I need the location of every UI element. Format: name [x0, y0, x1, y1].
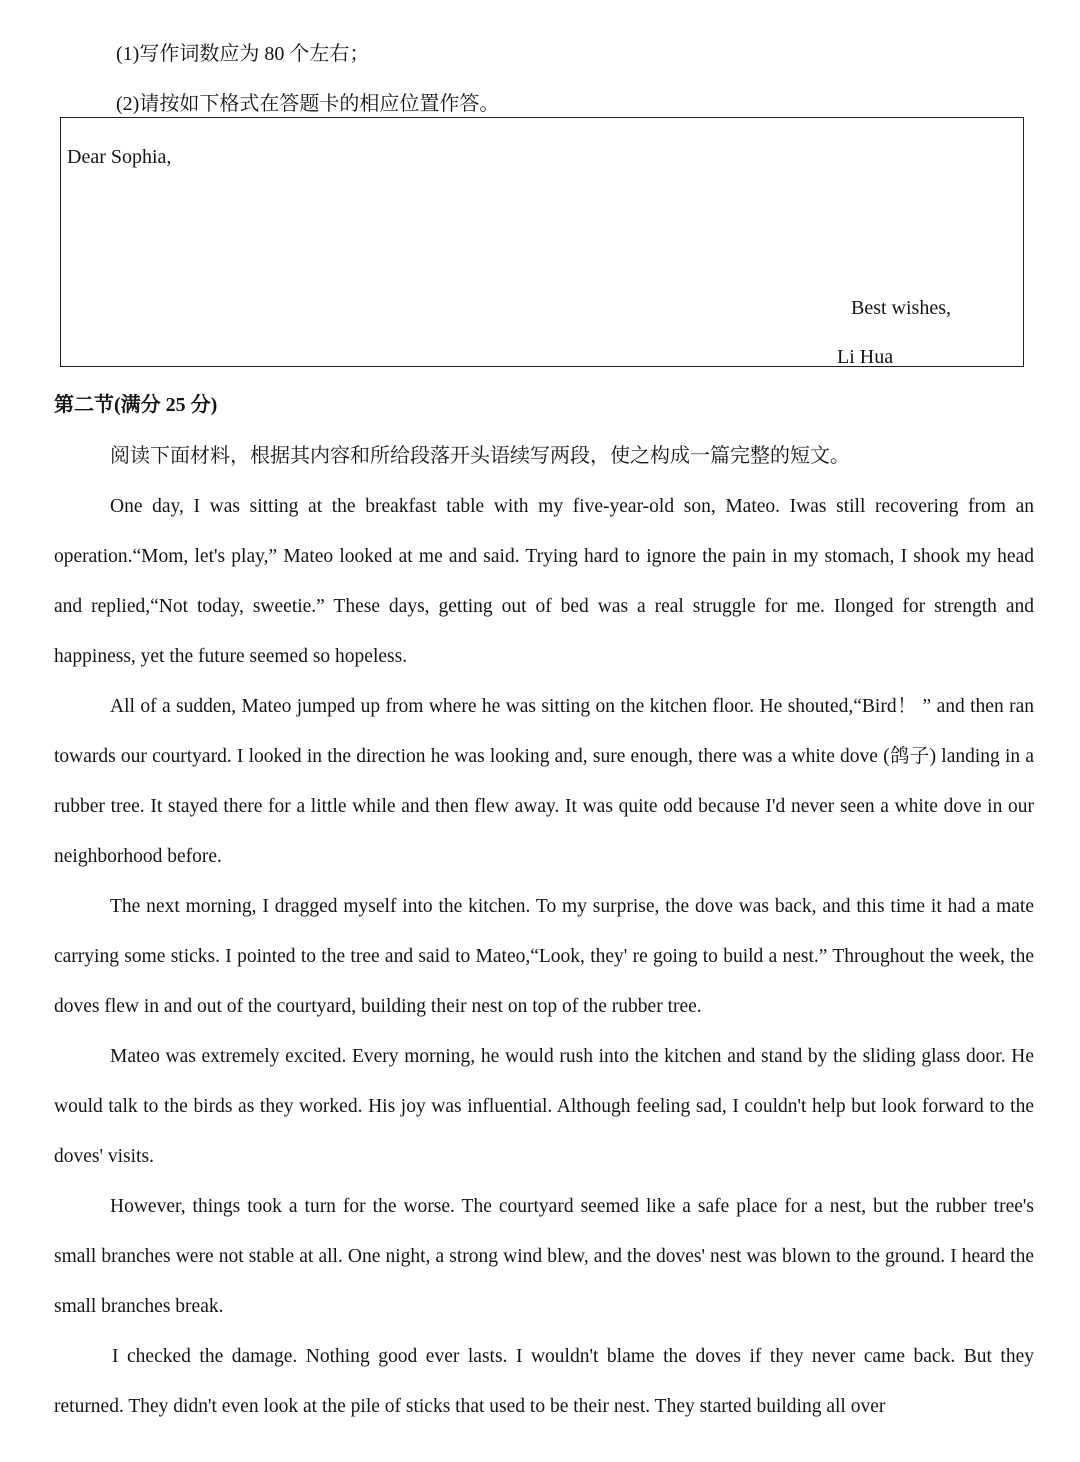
section-instruction: 阅读下面材料，根据其内容和所给段落开头语续写两段，使之构成一篇完整的短文。: [110, 445, 850, 467]
letter-answer-box: [60, 117, 1024, 367]
writing-requirement-1: (1)写作词数应为 80 个左右；: [116, 43, 370, 65]
letter-salutation: Dear Sophia,: [67, 146, 172, 168]
story-paragraph-6: I checked the damage. Nothing good ever lasts. I wouldn't blame the doves if they never came back. But they returned. They didn't even look at the pile of sticks that used to be their nest. They started building all over: [54, 1346, 1034, 1417]
story-paragraph-4: Mateo was extremely excited. Every morning, he would rush into the kitchen and stand by the sliding glass door. He would talk to the birds as they worked. His joy was influential. Although feeling sad, I couldn't help but look forward to the doves' visits.: [54, 1046, 1034, 1167]
story-paragraph-2: All of a sudden, Mateo jumped up from where he was sitting on the kitchen floor. He shouted,“Bird！ ” and then ran towards our courtyard. I looked in the direction he was looking and, sure enough, there was a white dove (鸽子) landing in a rubber tree. It stayed there for a little while and then flew away. It was quite odd because I'd never seen a white dove in our neighborhood before.: [54, 696, 1034, 867]
story-paragraph-1: One day, I was sitting at the breakfast table with my five-year-old son, Mateo. Iwas still recovering from an operation.“Mom, let's play,” Mateo looked at me and said. Trying hard to ignore the pain in my stomach, I shook my head and replied,“Not today, sweetie.” These days, getting out of bed was a real struggle for me. Ilonged for strength and happiness, yet the future seemed so hopeless.: [54, 496, 1034, 667]
story-paragraph-3: The next morning, I dragged myself into the kitchen. To my surprise, the dove was back, and this time it had a mate carrying some sticks. I pointed to the tree and said to Mateo,“Look, they' re going to build a nest.” Throughout the week, the doves flew in and out of the courtyard, building their nest on top of the rubber tree.: [54, 896, 1034, 1017]
section-title: 第二节(满分 25 分): [54, 394, 218, 416]
letter-closing: Best wishes,: [851, 297, 951, 319]
story-paragraph-5: However, things took a turn for the worse. The courtyard seemed like a safe place for a nest, but the rubber tree's small branches were not stable at all. One night, a strong wind blew, and the doves' nest was blown to the ground. I heard the small branches break.: [54, 1196, 1034, 1317]
writing-requirement-2: (2)请按如下格式在答题卡的相应位置作答。: [116, 93, 500, 115]
letter-signature: Li Hua: [837, 346, 894, 368]
